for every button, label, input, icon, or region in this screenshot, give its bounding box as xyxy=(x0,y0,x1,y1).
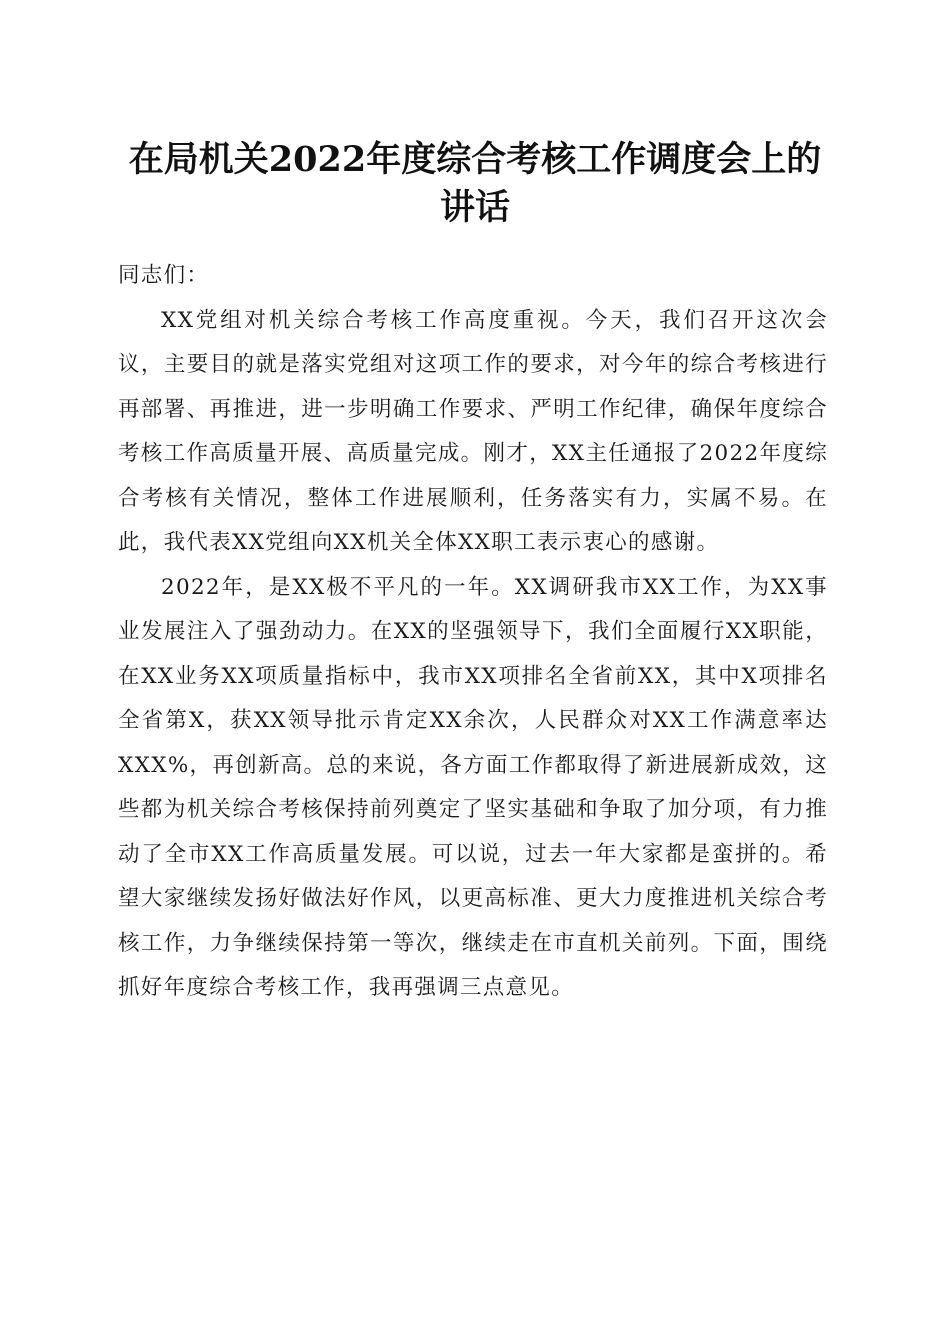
document-title: 在局机关2022年度综合考核工作调度会上的讲话 xyxy=(128,139,822,228)
document-body xyxy=(118,254,828,1011)
salutation: 同志们： xyxy=(118,263,210,288)
paragraph-1: XX党组对机关综合考核工作高度重视。今天，我们召开这次会议，主要目的就是落实党组对这项工作的要求，对今年的综合考核进行再部署、再推进，进一步明确工作要求、严明工作纪律，确保年度综合考核工作高质量开展、高质量完成。刚才，XX主任通报了2022年度综合考核有关情况，整体工作进展顺利，任务落实有力，实属不易。在此，我代表XX党组向XX机关全体XX职工表示衷心的感谢。 xyxy=(118,307,828,555)
paragraph-2: 2022年，是XX极不平凡的一年。XX调研我市XX工作，为XX事业发展注入了强劲动力。在XX的坚强领导下，我们全面履行XX职能，在XX业务XX项质量指标中，我市XX项排名全省前XX，其中X项排名全省第X，获XX领导批示肯定XX余次，人民群众对XX工作满意率达XXX%，再创新高。总的来说，各方面工作都取得了新进展新成效，这些都为机关综合考核保持前列奠定了坚实基础和争取了加分项，有力推动了全市XX工作高质量发展。可以说，过去一年大家都是蛮拼的。希望大家继续发扬好做法好作风，以更高标准、更大力度推进机关综合考核工作，力争继续保持第一等次，继续走在市直机关前列。下面，围绕抓好年度综合考核工作，我再强调三点意见。 xyxy=(118,574,828,1000)
